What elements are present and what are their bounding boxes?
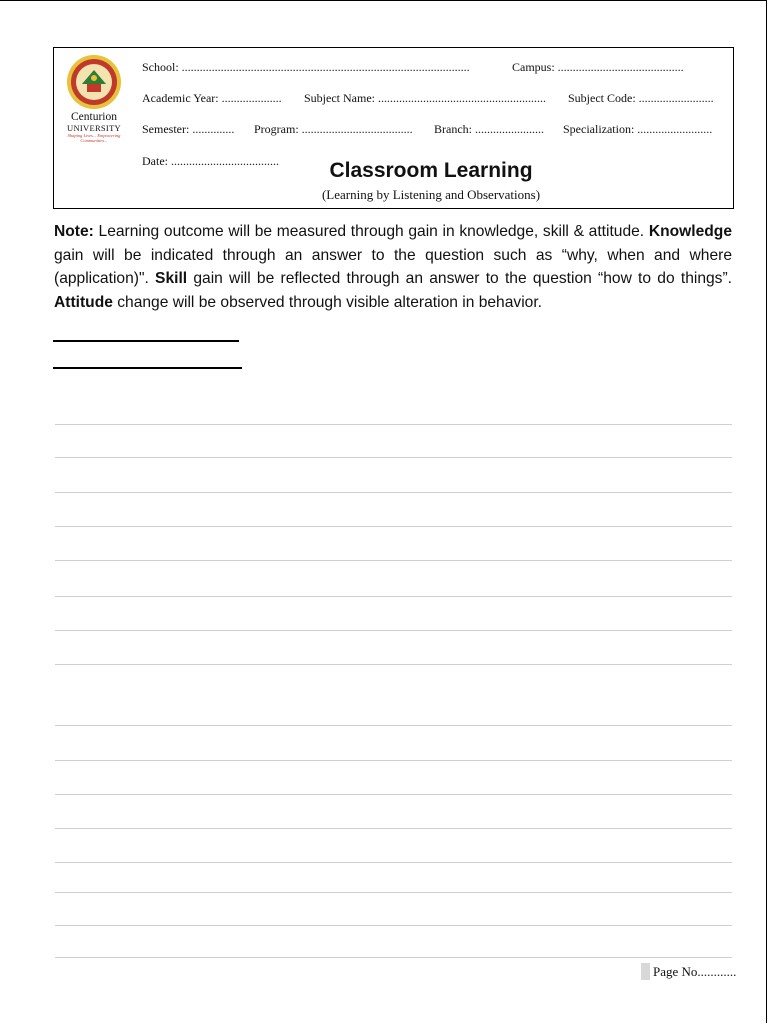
ruled-line[interactable]: [55, 794, 732, 795]
note-label: Note:: [54, 223, 94, 240]
ruled-line[interactable]: [55, 725, 732, 726]
ruled-line[interactable]: [55, 862, 732, 863]
program-field[interactable]: Program: .....................................: [254, 122, 413, 136]
document-title: Classroom Learning: [329, 159, 533, 182]
ruled-line[interactable]: [55, 925, 732, 926]
academic-year-field[interactable]: Academic Year: ....................: [142, 91, 282, 105]
note-text-3: gain will be reflected through an answer to the question “how to do things”.: [187, 270, 732, 287]
heading-blank-line-2[interactable]: [53, 367, 242, 369]
skill-label: Skill: [155, 270, 188, 287]
ruled-line[interactable]: [55, 664, 732, 665]
specialization-field[interactable]: Specialization: .........................: [563, 122, 713, 136]
branch-field[interactable]: Branch: .......................: [434, 122, 544, 136]
ruled-line[interactable]: [55, 596, 732, 597]
ruled-line[interactable]: [55, 560, 732, 561]
page-marker-icon: [641, 963, 650, 980]
logo-name: Centurion: [71, 111, 117, 123]
ruled-line[interactable]: [55, 828, 732, 829]
ruled-line[interactable]: [55, 630, 732, 631]
ruled-line[interactable]: [55, 492, 732, 493]
school-field[interactable]: School: ................................................................................................: [142, 60, 470, 74]
ruled-line[interactable]: [55, 957, 732, 958]
ruled-line[interactable]: [55, 424, 732, 425]
date-field[interactable]: Date: ....................................: [142, 154, 279, 168]
document-subtitle: (Learning by Listening and Observations): [321, 187, 541, 202]
knowledge-label: Knowledge: [648, 223, 732, 240]
page-number: [641, 963, 736, 980]
attitude-label: Attitude: [54, 293, 113, 311]
logo-university: UNIVERSITY: [67, 123, 121, 133]
subject-name-field[interactable]: Subject Name: ........................................................: [304, 91, 546, 105]
header-box: [53, 47, 734, 209]
ruled-line[interactable]: [55, 892, 732, 893]
subject-code-field[interactable]: Subject Code: .........................: [568, 91, 714, 105]
note-paragraph: [54, 220, 732, 314]
ruled-line[interactable]: [55, 760, 732, 761]
note-text-4: change will be observed through visible alteration in behavior.: [112, 293, 543, 311]
campus-field[interactable]: Campus: ..........................................: [512, 60, 684, 74]
ruled-line[interactable]: [55, 526, 732, 527]
heading-blank-line-1[interactable]: [53, 340, 239, 342]
note-text-1: Learning outcome will be measured through gain in knowledge, skill & attitude.: [93, 223, 649, 240]
ruled-line[interactable]: [55, 457, 732, 458]
semester-field[interactable]: Semester: ..............: [142, 122, 235, 136]
logo-tagline: Shaping Lives... Empowering Communities...: [67, 133, 121, 143]
page-number-label[interactable]: Page No............: [653, 964, 737, 979]
note-text-2: gain will be indicated through an answer to the question such as “why, when and where (application)".: [54, 246, 732, 287]
university-logo: [64, 54, 124, 144]
university-seal-icon: [66, 54, 122, 110]
